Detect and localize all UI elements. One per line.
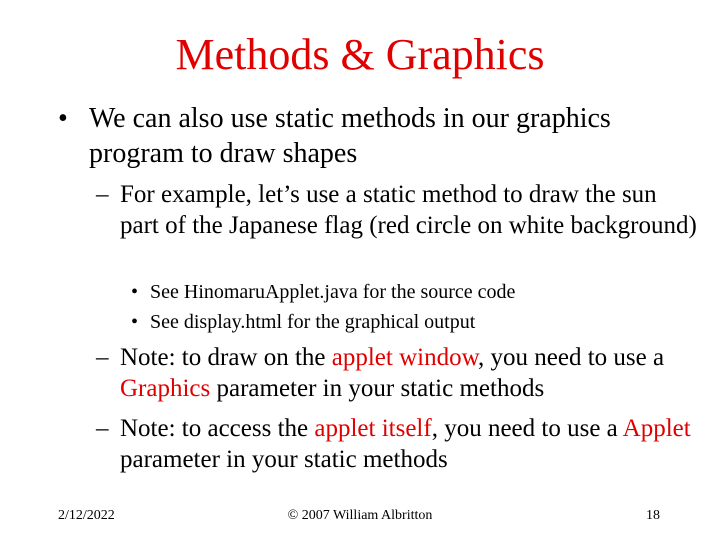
dash-marker: – <box>96 415 109 442</box>
text-segment: , you need to use a <box>431 415 623 442</box>
bullet-main <box>58 101 709 171</box>
sub-bullet-note-applet-text <box>120 413 700 475</box>
sub-sub-bullet-output-text: See display.html for the graphical output <box>150 311 476 333</box>
sub-bullet-note-applet <box>96 413 700 475</box>
dash-marker: – <box>96 181 109 208</box>
footer-page-number: 18 <box>646 508 660 523</box>
highlight-applet: Applet <box>622 415 691 442</box>
slide-title: Methods & Graphics <box>175 30 545 79</box>
highlight-graphics: Graphics <box>120 375 211 402</box>
dash-marker: – <box>96 344 109 371</box>
bullet-marker: • <box>131 281 139 303</box>
text-segment: parameter in your static methods <box>210 375 545 402</box>
highlight-applet-itself: applet itself <box>314 415 432 442</box>
sub-bullet-note-graphics <box>96 342 700 404</box>
highlight-applet-window: applet window <box>331 344 479 371</box>
bullet-marker: • <box>131 311 139 333</box>
sub-bullet-example <box>96 179 700 241</box>
sub-bullet-note-graphics-text <box>120 342 700 404</box>
bullet-marker: • <box>58 103 68 134</box>
sub-bullet-example-text: For example, let’s use a static method to draw the sun part of the Japanese flag (red circle on white background) <box>120 181 697 239</box>
bullet-main-text: We can also use static methods in our graphics program to draw shapes <box>89 103 611 169</box>
sub-sub-bullet-output <box>131 310 690 335</box>
text-segment: Note: to draw on the <box>120 344 332 371</box>
text-segment: , you need to use a <box>478 344 665 371</box>
sub-sub-bullet-source <box>131 280 690 305</box>
text-segment: parameter in your static methods <box>120 446 448 473</box>
footer-date: 2/12/2022 <box>58 508 115 523</box>
sub-sub-bullet-source-text: See HinomaruApplet.java for the source code <box>150 281 516 303</box>
text-segment: Note: to access the <box>120 415 315 442</box>
footer-copyright: © 2007 William Albritton <box>287 508 433 523</box>
